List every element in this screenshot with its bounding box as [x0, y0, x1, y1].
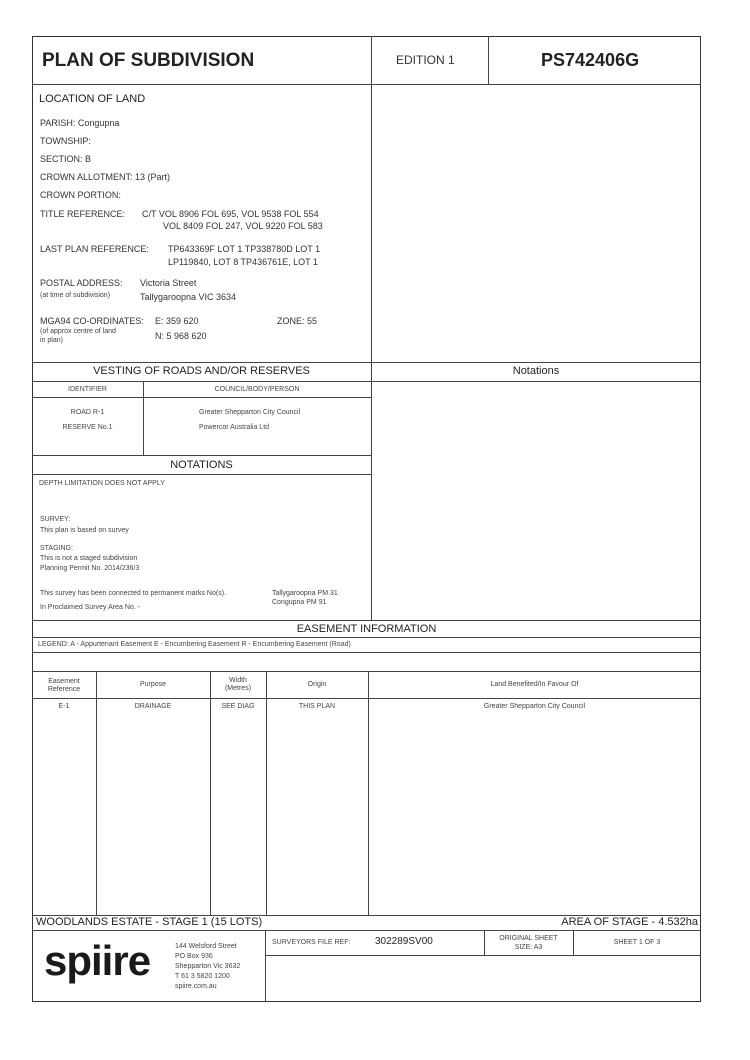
mga-sublabel1: (of approx centre of land: [40, 328, 116, 335]
footer-ref-divider: [265, 955, 701, 956]
easement-heading: EASEMENT INFORMATION: [296, 623, 437, 635]
permanent-mark-2: Congupna PM 91: [272, 599, 327, 606]
crown-portion-line: CROWN PORTION:: [40, 190, 121, 200]
vesting-col-header-divider: [32, 397, 371, 398]
easement-legend-divider: [32, 652, 701, 653]
address-line-2: PO Box 936: [175, 953, 213, 960]
footer-col-divider-1: [265, 930, 266, 1002]
vesting-row-2-body: Powercor Australia Ltd: [199, 424, 270, 431]
parish-line: PARISH: Congupna: [40, 118, 120, 128]
staging-label: STAGING:: [40, 545, 73, 552]
title-ref-line1: C/T VOL 8906 FOL 695, VOL 9538 FOL 554: [142, 209, 319, 219]
plan-title: PLAN OF SUBDIVISION: [42, 50, 255, 71]
address-line-1: 144 Welsford Street: [175, 943, 237, 950]
sheet-size-label: SIZE: A3: [514, 944, 543, 951]
last-plan-line1: TP643369F LOT 1 TP338780D LOT 1: [168, 244, 321, 254]
vesting-heading-divider: [32, 381, 701, 382]
header-divider: [32, 84, 701, 85]
proclaimed-area: In Proclaimed Survey Area No. -: [40, 604, 140, 611]
easement-table-top: [32, 671, 701, 672]
easement-row-1-width: SEE DIAG: [221, 703, 255, 710]
easement-legend: LEGEND: A - Appurtenant Easement E - Encumbering Easement R - Encumbering Easement (Road): [38, 641, 351, 648]
postal-line2: Tallygaroopna VIC 3634: [140, 292, 237, 302]
easement-top-divider: [32, 620, 701, 621]
location-heading: LOCATION OF LAND: [39, 93, 146, 105]
sheet-number: SHEET 1 OF 3: [613, 939, 661, 946]
vesting-top-divider: [32, 362, 701, 363]
survey-label: SURVEY:: [40, 516, 71, 523]
spiire-logo: spiire: [44, 937, 151, 984]
vesting-row-1-id: ROAD R-1: [70, 409, 105, 416]
easement-col-ref-2: Reference: [47, 686, 81, 693]
surveyor-ref: 302289SV00: [375, 936, 433, 947]
title-ref-line2: VOL 8409 FOL 247, VOL 9220 FOL 583: [163, 221, 323, 231]
easement-row-1-ref: E-1: [58, 703, 70, 710]
easement-row-1-benefit: Greater Shepparton City Council: [483, 703, 586, 710]
easement-col-benefit: Land Benefited/In Favour Of: [490, 681, 579, 688]
address-line-3: Shepparton Vic 3632: [175, 963, 241, 970]
last-plan-line2: LP119840, LOT 8 TP436761E, LOT 1: [168, 257, 318, 267]
mga-northing: N: 5 968 620: [155, 331, 207, 341]
postal-sublabel: (at time of subdivision): [40, 292, 111, 299]
last-plan-label: LAST PLAN REFERENCE:: [40, 244, 149, 254]
survey-text: This plan is based on survey: [40, 527, 129, 534]
township-line: TOWNSHIP:: [40, 136, 91, 146]
crown-allotment-line: CROWN ALLOTMENT: 13 (Part): [40, 172, 171, 182]
title-ref-label: TITLE REFERENCE:: [40, 209, 126, 219]
easement-col-origin: Origin: [307, 681, 327, 688]
surveyor-ref-label: SURVEYORS FILE REF:: [272, 939, 351, 946]
easement-col-width-1: Width: [229, 677, 247, 684]
permanent-mark-1: Tallygaroopna PM 31: [272, 590, 338, 597]
easement-heading-divider: [32, 637, 701, 638]
staging-text-2: Planning Permit No. 2014/236/3: [40, 565, 140, 572]
header-edition-divider: [488, 36, 489, 84]
postal-line1: Victoria Street: [140, 278, 197, 288]
easement-row-1-purpose: DRAINAGE: [134, 703, 172, 710]
easement-col-width-2: (Metres): [224, 685, 252, 692]
notations-heading: NOTATIONS: [170, 459, 233, 471]
vesting-row-2-id: RESERVE No.1: [62, 424, 113, 431]
vesting-row-1-body: Greater Shepparton City Council: [199, 409, 301, 416]
original-sheet-label: ORIGINAL SHEET: [499, 935, 558, 942]
mga-zone: ZONE: 55: [277, 316, 318, 326]
notations-heading-divider: [32, 474, 371, 475]
vesting-col-divider: [143, 381, 144, 455]
easement-row-1-origin: THIS PLAN: [298, 703, 336, 710]
connected-marks: This survey has been connected to permanent marks No(s).: [40, 590, 226, 597]
footer-col-divider-2: [484, 930, 485, 955]
plan-number: PS742406G: [541, 50, 640, 70]
edition-label: EDITION 1: [396, 53, 455, 67]
postal-label: POSTAL ADDRESS:: [40, 278, 123, 288]
mga-sublabel2: in plan): [40, 337, 63, 344]
vesting-col-identifier: IDENTIFIER: [68, 386, 107, 393]
footer-title-divider: [32, 930, 701, 931]
vesting-col-council: COUNCIL/BODY/PERSON: [214, 386, 300, 393]
staging-text-1: This is not a staged subdivision: [40, 555, 138, 562]
easement-header-divider: [32, 698, 701, 699]
mga-label: MGA94 CO-ORDINATES:: [40, 316, 144, 326]
area-of-stage: AREA OF STAGE - 4.532ha: [561, 916, 698, 928]
notations-top-divider: [32, 455, 371, 456]
estate-stage: WOODLANDS ESTATE - STAGE 1 (15 LOTS): [36, 916, 263, 928]
main-column-divider: [371, 36, 372, 620]
depth-limitation: DEPTH LIMITATION DOES NOT APPLY: [39, 480, 165, 487]
notations-right-heading: Notations: [512, 365, 560, 377]
section-line: SECTION: B: [40, 154, 92, 164]
easement-col-purpose: Purpose: [139, 681, 167, 688]
address-line-4: T 61 3 5820 1200: [175, 973, 230, 980]
vesting-heading: VESTING OF ROADS AND/OR RESERVES: [93, 365, 310, 377]
mga-easting: E: 359 620: [155, 316, 199, 326]
easement-col-ref-1: Easement: [48, 678, 80, 685]
address-line-5: spiire.com.au: [175, 983, 217, 990]
